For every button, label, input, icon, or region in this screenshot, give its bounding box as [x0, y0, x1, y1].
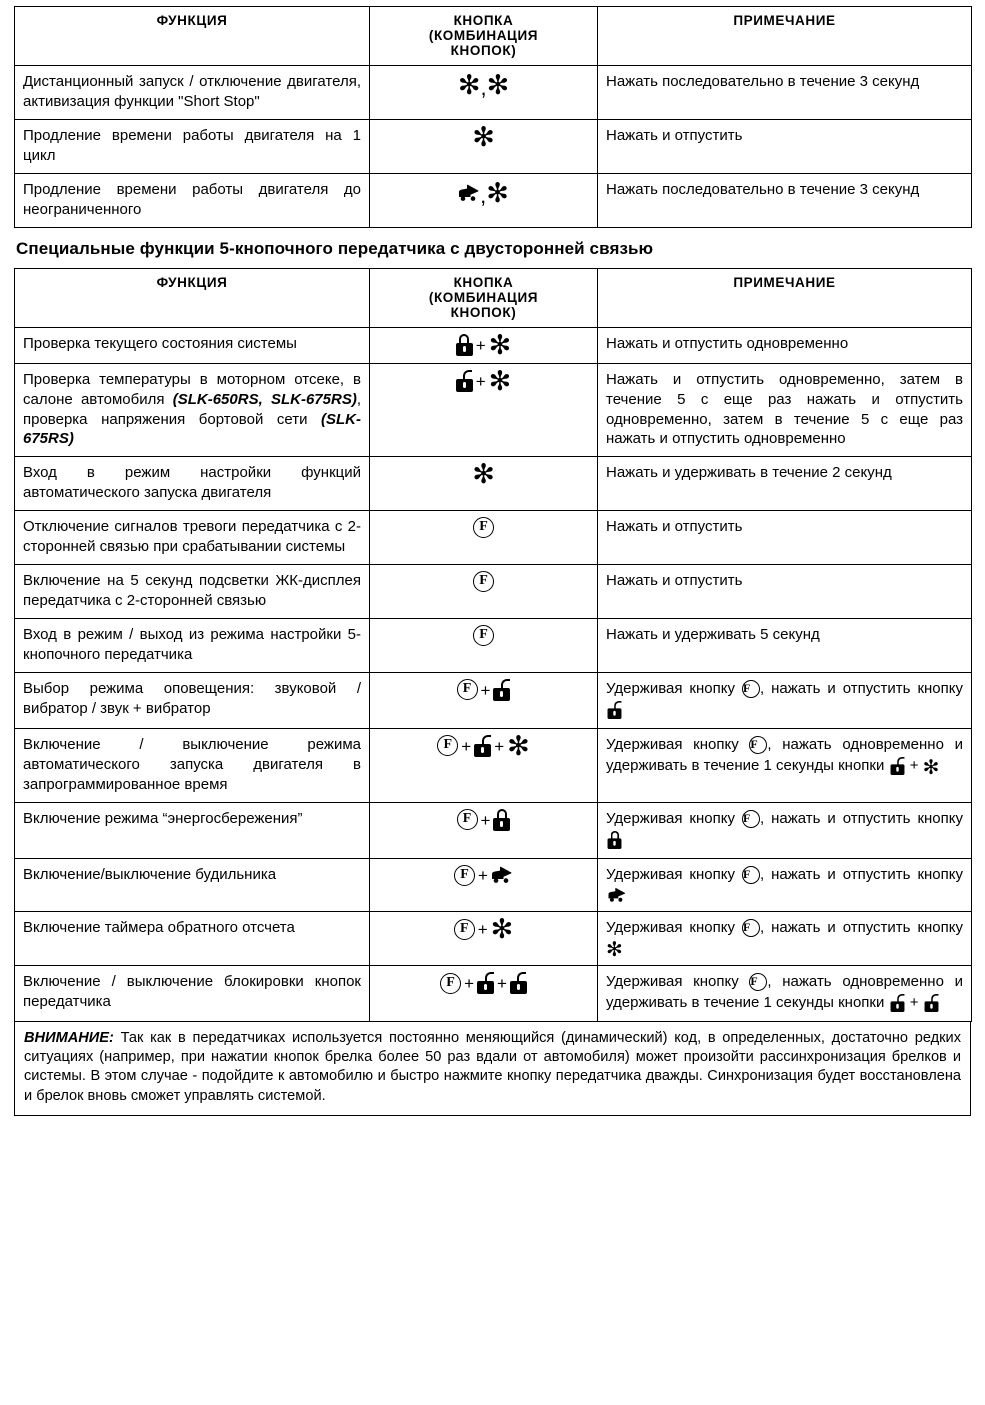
plus-separator: + — [461, 736, 472, 756]
f-button-icon: F — [454, 919, 475, 940]
cell-function: Включение / выключение режима автоматического запуска двигателя в запрограммированное время — [15, 728, 370, 802]
cell-function: Вход в режим / выход из режима настройки 5-кнопочного передатчика — [15, 619, 370, 673]
f-button-icon: F — [437, 735, 458, 756]
f-button-icon: F — [742, 866, 760, 884]
header-note: ПРИМЕЧАНИЕ — [598, 7, 972, 66]
plus-separator: + — [464, 974, 474, 994]
function-text-part: , проверка напряжения бортовой сети — [23, 390, 361, 428]
table-row — [15, 966, 972, 1022]
lock-closed-icon — [493, 809, 510, 831]
cell-button-combo — [370, 672, 598, 728]
cell-button-combo — [370, 66, 598, 120]
plus-separator: + — [477, 920, 488, 940]
comma-separator: , — [480, 75, 487, 100]
cell-function: Продление времени работы двигателя на 1 цикл — [15, 119, 370, 173]
trunk-icon — [608, 887, 627, 902]
star-icon: ✻ — [490, 914, 514, 946]
table-row — [15, 119, 972, 173]
plus-separator: + — [497, 974, 507, 994]
cell-note: Нажать и отпустить одновременно — [598, 327, 972, 363]
star-icon: ✻ — [922, 754, 940, 779]
note-text-part: Удерживая кнопку — [606, 679, 742, 697]
lock-open-icon — [890, 757, 904, 775]
cell-function: Дистанционный запуск / отключение двигателя, активизация функции "Short Stop" — [15, 66, 370, 120]
f-button-icon: F — [742, 680, 760, 698]
f-button-icon: F — [742, 810, 760, 828]
f-button-icon: F — [749, 973, 767, 991]
table-row — [15, 363, 972, 457]
cell-note — [598, 912, 972, 966]
star-icon: ✻ — [472, 459, 495, 491]
note-text-part: , нажать и отпустить кнопку — [759, 919, 963, 937]
cell-button-combo — [370, 966, 598, 1022]
note-text-part: + — [905, 994, 923, 1012]
header-button-line3: КНОПОК) — [450, 304, 517, 320]
header-button-line3: КНОПОК) — [450, 43, 517, 58]
plus-separator: + — [480, 810, 491, 830]
table-header-row — [15, 268, 972, 327]
cell-button-combo — [370, 912, 598, 966]
table-row — [15, 173, 972, 227]
star-icon: ✻ — [507, 731, 530, 763]
star-icon: ✻ — [488, 329, 512, 361]
function-model-ref: (SLK-675RS) — [23, 410, 361, 448]
f-button-icon: F — [440, 973, 461, 994]
note-text-part: Удерживая кнопку — [606, 973, 750, 991]
special-functions-table — [14, 268, 972, 1023]
cell-function: Вход в режим настройки функций автоматического запуска двигателя — [15, 457, 370, 511]
lock-closed-icon — [608, 831, 622, 849]
cell-function: Включение таймера обратного отсчета — [15, 912, 370, 966]
lock-open-icon — [890, 994, 904, 1012]
cell-button-combo — [370, 363, 598, 457]
table-row — [15, 619, 972, 673]
cell-note — [598, 966, 972, 1022]
note-text-part: , нажать и отпустить кнопку — [759, 809, 963, 827]
cell-button-combo — [370, 511, 598, 565]
lock-open-icon — [924, 994, 938, 1012]
header-button-line1: КНОПКА — [453, 13, 514, 28]
plus-separator: + — [478, 866, 488, 886]
cell-note: Нажать и отпустить — [598, 565, 972, 619]
star-icon: ✻ — [486, 177, 509, 209]
header-note: ПРИМЕЧАНИЕ — [598, 268, 972, 327]
f-button-icon: F — [457, 809, 478, 830]
cell-function: Включение / выключение блокировки кнопок передатчика — [15, 966, 370, 1022]
cell-note: Нажать последовательно в течение 3 секунд — [598, 173, 972, 227]
cell-function: Проверка текущего состояния системы — [15, 327, 370, 363]
cell-note: Нажать и удерживать в течение 2 секунд — [598, 457, 972, 511]
f-button-icon: F — [457, 679, 478, 700]
note-text-part: , нажать и отпустить кнопку — [759, 679, 963, 697]
cell-note — [598, 858, 972, 912]
f-button-icon: F — [742, 919, 760, 937]
cell-button-combo — [370, 119, 598, 173]
plus-separator: + — [480, 680, 491, 700]
note-text-part: , нажать одновременно и удерживать в течение 1 секунды кнопки — [606, 973, 963, 1012]
cell-button-combo — [370, 858, 598, 912]
f-button-icon: F — [473, 517, 494, 538]
star-icon: ✻ — [457, 70, 481, 102]
remote-start-functions-table — [14, 6, 972, 228]
note-text-part: Удерживая кнопку — [606, 735, 750, 753]
note-text-part: Удерживая кнопку — [606, 865, 742, 883]
table-row — [15, 457, 972, 511]
star-icon: ✻ — [488, 365, 512, 397]
cell-button-combo — [370, 802, 598, 858]
table-row — [15, 66, 972, 120]
cell-note — [598, 802, 972, 858]
f-button-icon: F — [473, 571, 494, 592]
header-function: ФУНКЦИЯ — [15, 268, 370, 327]
lock-open-icon — [493, 679, 510, 701]
lock-open-icon — [608, 701, 622, 719]
table-row — [15, 511, 972, 565]
table-row — [15, 912, 972, 966]
note-text-part: Удерживая кнопку — [606, 919, 742, 937]
header-button-line1: КНОПКА — [453, 274, 514, 290]
function-model-ref: (SLK-650RS, SLK-675RS) — [172, 390, 357, 408]
f-button-icon: F — [454, 865, 475, 886]
cell-note: Нажать и отпустить — [598, 511, 972, 565]
cell-note — [598, 728, 972, 802]
star-icon: ✻ — [606, 937, 623, 962]
cell-button-combo — [370, 327, 598, 363]
lock-open-icon — [510, 972, 527, 994]
section-title: Специальные функции 5-кнопочного передатчика с двусторонней связью — [16, 238, 654, 258]
table-header-row — [15, 7, 972, 66]
f-button-icon: F — [473, 625, 494, 646]
header-button-line2: (КОМБИНАЦИЯ — [428, 28, 539, 43]
plus-separator: + — [475, 335, 486, 355]
warning-block — [14, 1022, 971, 1115]
note-text-part: Удерживая кнопку — [606, 809, 742, 827]
note-text-part: , нажать и отпустить кнопку — [759, 865, 963, 883]
lock-open-icon — [474, 735, 491, 757]
header-button-line2: (КОМБИНАЦИЯ — [428, 289, 539, 305]
f-button-icon: F — [749, 736, 767, 754]
comma-separator: , — [480, 182, 487, 208]
plus-separator: + — [475, 371, 486, 391]
cell-note — [598, 672, 972, 728]
cell-button-combo — [370, 728, 598, 802]
cell-function: Включение на 5 секунд подсветки ЖК-дисплея передатчика с 2-сторонней связью — [15, 565, 370, 619]
cell-function: Отключение сигналов тревоги передатчика с 2-сторонней связью при срабатывании системы — [15, 511, 370, 565]
cell-function: Выбор режима оповещения: звуковой / вибратор / звук + вибратор — [15, 672, 370, 728]
header-button — [370, 268, 598, 327]
cell-function: Включение/выключение будильника — [15, 858, 370, 912]
cell-function: Продление времени работы двигателя до неограниченного — [15, 173, 370, 227]
cell-button-combo — [370, 173, 598, 227]
lock-closed-icon — [456, 334, 473, 356]
plus-separator: + — [494, 736, 505, 756]
table-row — [15, 728, 972, 802]
cell-button-combo — [370, 457, 598, 511]
trunk-icon — [458, 184, 480, 202]
cell-button-combo — [370, 619, 598, 673]
trunk-icon — [491, 866, 513, 884]
table-row — [15, 858, 972, 912]
table-row — [15, 802, 972, 858]
table-row — [15, 565, 972, 619]
header-button — [370, 7, 598, 66]
header-function: ФУНКЦИЯ — [15, 7, 370, 66]
star-icon: ✻ — [472, 121, 495, 153]
cell-note: Нажать и удерживать 5 секунд — [598, 619, 972, 673]
note-text-part: + — [905, 756, 923, 774]
note-text-part: , нажать одновременно и удерживать в течение 1 секунды кнопки — [606, 735, 963, 774]
cell-note: Нажать последовательно в течение 3 секунд — [598, 66, 972, 120]
warning-text: Так как в передатчиках используется постоянно меняющийся (динамический) код, в определенных, достаточно редких ситуациях (например, при нажатии кнопок брелка более 50 раз вдали от автомобиля) может произойти рассинхронизация брелков и системы. В этом случае - подойдите к автомобилю и быстро нажмите кнопку передатчика дважды. Синхронизация будет восстановлена и брелок вновь сможет управлять системой. — [24, 1030, 961, 1104]
function-text-part: Проверка температуры в моторном отсеке, в салоне автомобиля — [23, 370, 361, 408]
lock-open-icon — [477, 972, 494, 994]
cell-function — [15, 363, 370, 457]
lock-open-icon — [456, 370, 473, 392]
table-row — [15, 672, 972, 728]
warning-label: ВНИМАНИЕ: — [24, 1030, 114, 1047]
table-row — [15, 327, 972, 363]
cell-note: Нажать и отпустить — [598, 119, 972, 173]
star-icon: ✻ — [486, 70, 510, 102]
cell-button-combo — [370, 565, 598, 619]
cell-note: Нажать и отпустить одновременно, затем в течение 5 с еще раз нажать и отпустить одновременно, затем в течение 5 с еще раз нажать и отпустить одновременно — [598, 363, 972, 457]
cell-function: Включение режима “энергосбережения” — [15, 802, 370, 858]
